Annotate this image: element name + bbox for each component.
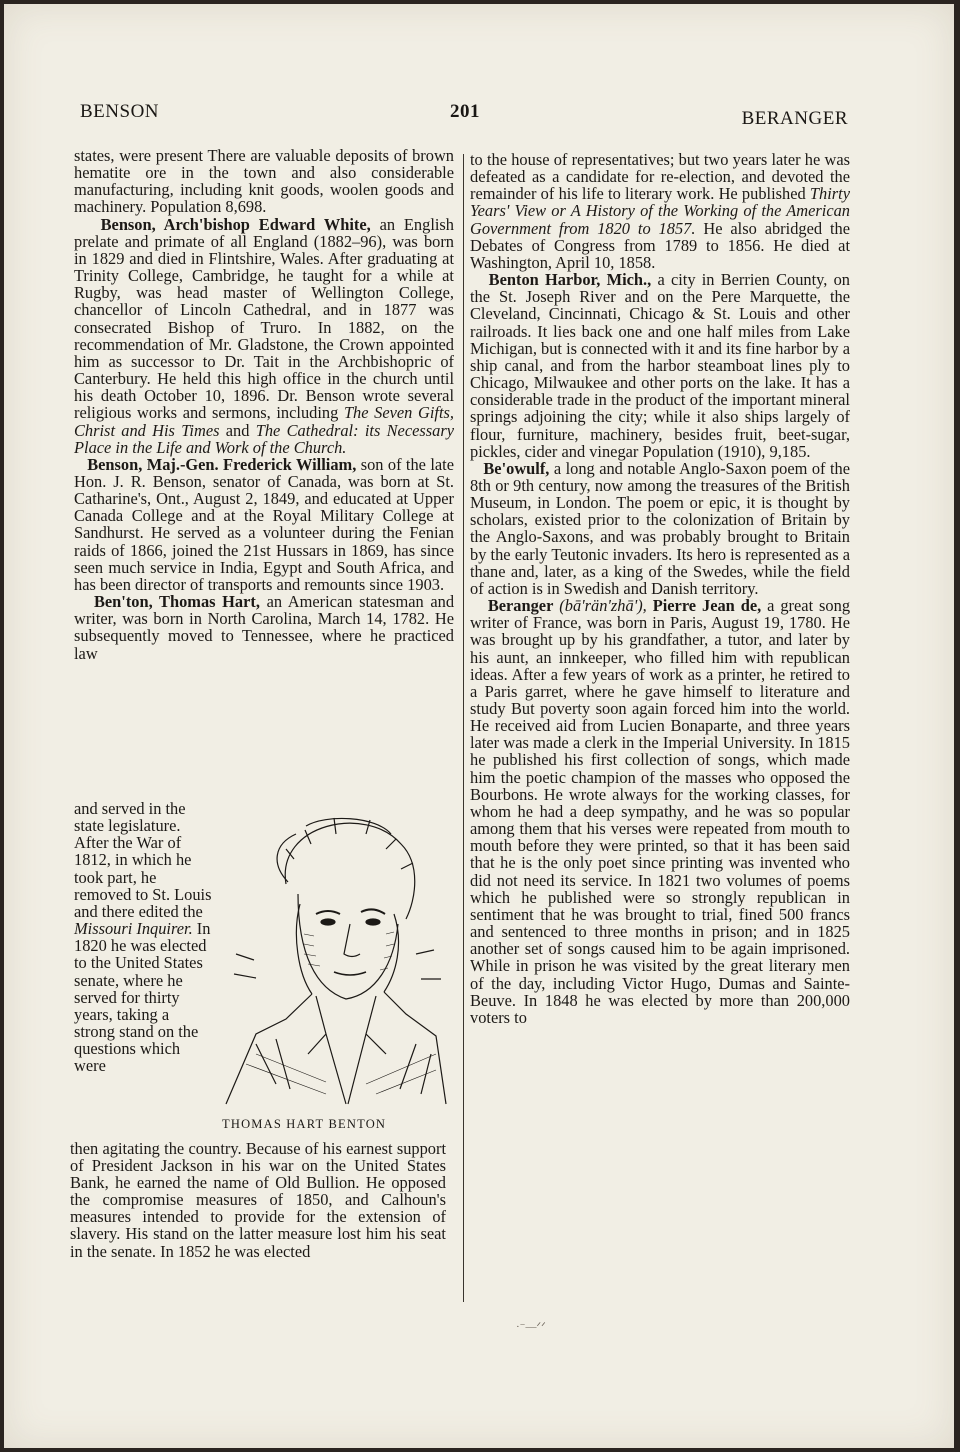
entry-benson-maj-gen	[74, 456, 454, 593]
portrait-engraving	[216, 804, 448, 1114]
newspaper-title: Missouri Inquirer.	[74, 919, 193, 939]
headword: Benson, Arch'bishop Edward White,	[100, 214, 371, 234]
book-title: The Seven Gifts, Christ and His Times	[74, 403, 454, 440]
entry-text: a long and notable Anglo-Saxon poem of the 8th or 9th century, now among the treasures of the British Museum, in London. The poem or epic, it is thought by scholars, existed prior to the colonization of Britain by the Anglo-Saxons, and was probably brought to Britain by the early Teutonic invaders. Its hero is represented as a thane and, later, as a king of the Swedes, while the field of action is in Swedish and Danish territory.	[470, 458, 850, 598]
printer-mark: ·⁻—ᐟᐟ	[516, 1321, 546, 1333]
headword: Beranger	[487, 596, 554, 616]
entry-beranger	[470, 597, 850, 1026]
entry-text: and served in the state legislature. After the War of 1812, in which he took part, he removed to St. Louis and there edited the	[74, 799, 212, 921]
running-head-right: BERANGER	[741, 108, 848, 129]
entry-benton-harbor	[470, 271, 850, 460]
headword: Ben'ton, Thomas Hart,	[93, 592, 260, 612]
book-page	[4, 4, 954, 1448]
running-head-left: BENSON	[80, 101, 160, 122]
book-title: Thirty Years' View or A History of the Working of the American Government from 1820 to 1857.	[470, 184, 850, 238]
column-divider	[463, 154, 464, 1302]
entry-text: an English prelate and primate of all England (1882–96), was born in 1829 and died in Flintshire, Wales. After graduating at Trinity College, Cambridge, he taught for a while at Rugby, was head master of Wellington College, chancellor of Lincoln Cathedral, and in 1877 was consecrated Bishop of Truro. In 1882, on the recommendation of Mr. Gladstone, the Crown appointed him as successor to Dr. Tait in the Archbishopric of Canterbury. He held this high office in the church until his death October 10, 1896. Dr. Benson wrote several religious works and sermons, including	[74, 214, 455, 423]
pronunciation: (bā'rän'zhā'),	[553, 596, 647, 616]
entry-text: a great song writer of France, was born in Paris, August 19, 1780. He was brought up by his grandfather, a tutor, and later by his aunt, an innkeeper, who filled him with republican ideas. After a few years of work as a printer, he retired to a Paris garret, where he gave himself to literature and study But poverty soon again forced him into the world. He received aid from Lucien Bonaparte, and three years later was made a clerk in the Imperial University. In 1815 he published his first collection of songs, which made him the poetic champion of the masses who opposed the Bourbons. He wrote always for the working classes, for whom he had a deep sympathy, and he was so popular among them that his verses were repeated from mouth to mouth before they were printed, so that it has been said that he is the only poet since printing was invented who did not need its service. In 1821 two volumes of poems which he published were so strongly republican in sentiment that he was brought to trial, fined 500 francs and sentenced to three months in prison; and in 1825 another set of songs caused him to be again imprisoned. While in prison he was visited by the great literary men of the day, including Victor Hugo, Dumas and Sainte-Beuve. In 1848 he was elected by more than 200,000 voters to	[470, 596, 851, 1027]
book-title: The Cathedral: its Necessary Place in the Life and Work of the Church.	[74, 420, 454, 457]
entry-beowulf	[470, 460, 850, 597]
paragraph-continuation: then agitating the country. Because of his earnest support of President Jackson in his war on the United States Bank, he earned the name of Old Bullion. He opposed the compromise measures of 1850, and Calhoun's measures intended to provide for the extension of slavery. His stand on the latter measure lost him his seat in the senate. In 1852 he was elected	[70, 1139, 446, 1261]
entry-benson-archbishop	[74, 216, 454, 456]
entry-text: In 1820 he was elected to the United States senate, where he served for thirty years, taking a strong stand on the questions which were	[74, 919, 211, 1076]
headword: Benton Harbor, Mich.,	[488, 270, 652, 290]
entry-text: son of the late Hon. J. R. Benson, senator of Canada, was born at St. Catharine's, Ont., August 2, 1849, and educated at Upper Canada College and at the Royal Military College at Sandhurst. He served as a volunteer during the Fenian raids of 1866, joined the 21st Hussars in 1869, has since seen much service in India, Egypt and South Africa, and has been director of transports and remounts since 1903.	[74, 454, 455, 594]
right-column	[470, 151, 850, 1026]
headword: Pierre Jean de,	[646, 596, 762, 616]
paragraph: states, were present There are valuable deposits of brown hematite ore in the town and also considerable manufacturing, including knit goods, woolen goods and machinery. Population 8,698.	[74, 146, 454, 217]
entry-text: and	[219, 420, 256, 440]
paragraph	[470, 151, 850, 271]
figure-caption: THOMAS HART BENTON	[222, 1117, 387, 1131]
entry-text: to the house of representatives; but two years later he was defeated as a candidate for re-election, and devoted the remainder of his life to literary work. He published	[470, 150, 850, 204]
entry-text: He also abridged the Debates of Congress from 1789 to 1856. He died at Washington, April 10, 1858.	[470, 218, 850, 272]
entry-text: a city in Berrien County, on the St. Joseph River and on the Pere Marquette, the Cleveland, Cincinnati, Chicago & St. Louis and other railroads. It lies back one and one half miles from Lake Michigan, but is connected with it and its fine harbor by a ship canal, and from the harbor steamboat lines ply to Chicago, Milwaukee and other ports on the lake. It has a considerable trade in the product of the important mineral springs adjoining the city; while it also ships largely of flour, furniture, machinery, besides fruit, beet-sugar, pickles, cider and vinegar Population (1910), 9,185.	[470, 270, 850, 461]
headword: Benson, Maj.-Gen. Frederick William,	[87, 454, 357, 474]
entry-benton	[74, 593, 454, 662]
page-number: 201	[450, 101, 480, 122]
entry-text: an American statesman and writer, was born in North Carolina, March 14, 1782. He subsequently moved to Tennessee, where he practiced law	[74, 592, 455, 663]
headword: Be'owulf,	[483, 458, 550, 478]
left-column	[74, 147, 454, 662]
wrapped-text	[74, 800, 214, 1075]
